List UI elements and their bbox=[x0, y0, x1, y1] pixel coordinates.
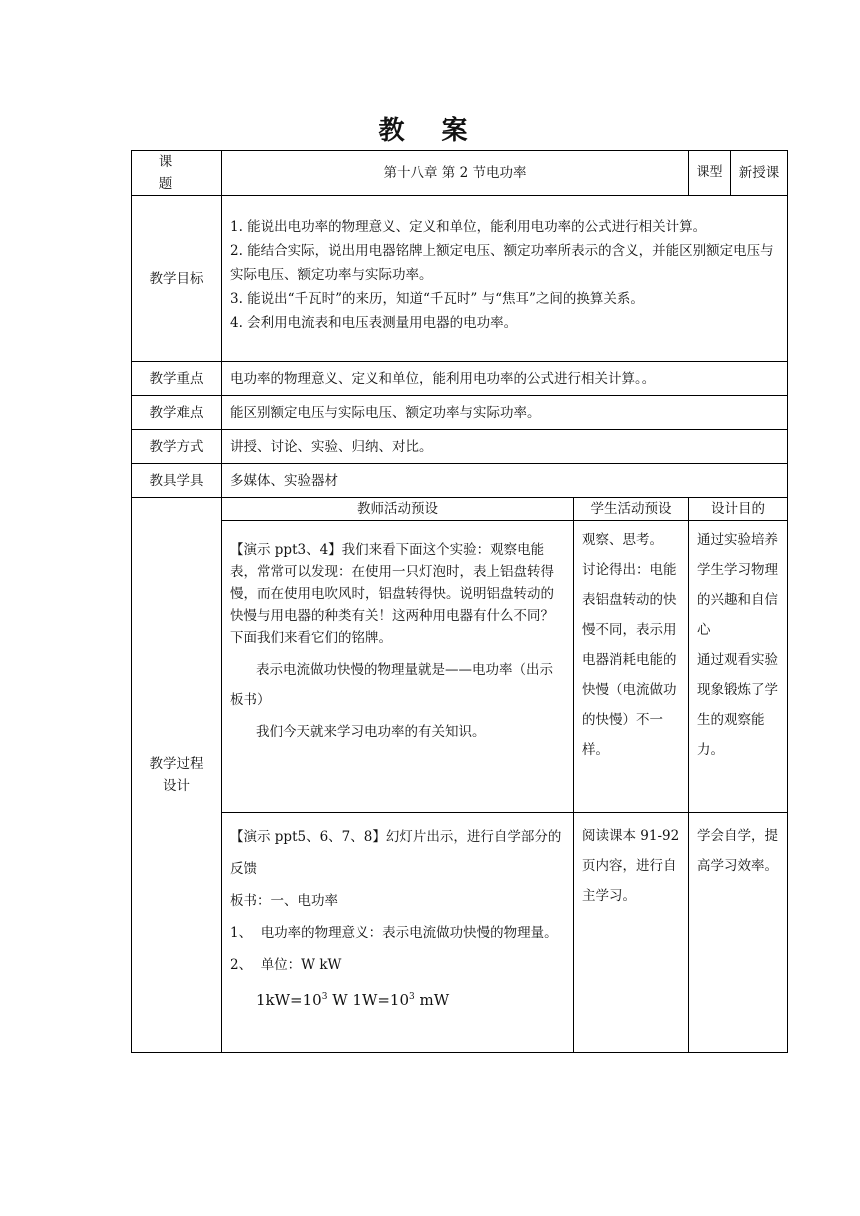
list-item: 2、 单位：W kW bbox=[230, 957, 342, 973]
topic-label: 课 题 bbox=[132, 151, 222, 196]
tools-label: 教具学具 bbox=[132, 464, 222, 498]
tools-value: 多媒体、实验器材 bbox=[222, 464, 788, 498]
teacher-activity-2: 【演示 ppt5、6、7、8】幻灯片出示，进行自学部分的反馈 板书：一、电功率 1、 电功率的物理意义：表示电流做功快慢的物理量。 2、 单位：W kW $1kW=10^3$ W $1W=10^3$ mW bbox=[222, 813, 574, 1053]
design-purpose-2: 学会自学，提高学习效率。 bbox=[689, 813, 788, 1053]
method-value: 讲授、讨论、实验、归纳、对比。 bbox=[222, 430, 788, 464]
difficulty-row bbox=[132, 396, 788, 430]
process-row-1 bbox=[132, 521, 788, 813]
goal-item: 3. 能说出“千瓦时”的来历，知道“千瓦时” 与“焦耳”之间的换算关系。 bbox=[230, 290, 644, 307]
design-purpose-1: 通过实验培养学生学习物理的兴趣和自信心 通过观看实验现象锻炼了学生的观察能力。 bbox=[689, 521, 788, 813]
topic-value: 第十八章 第 2 节电功率 bbox=[222, 151, 689, 196]
topic-row bbox=[132, 151, 788, 196]
teacher-activity-1: 【演示 ppt3、4】我们来看下面这个实验：观察电能表，常常可以发现：在使用一只灯泡时，表上铝盘转得慢，而在使用电吹风时，铝盘转得快。说明铝盘转动的快慢与用电器的种类有关！这两种用电器有什么不同？下面我们来看它们的铭牌。 表示电流做功快慢的物理量就是——电功率（出示板书） 我们今天就来学习电功率的有关知识。 bbox=[222, 521, 574, 813]
goal-item: 2. 能结合实际，说出用电器铭牌上额定电压、额定功率所表示的含义，并能区别额定电压与实际电压、额定功率与实际功率。 bbox=[230, 242, 774, 283]
difficulty-label: 教学难点 bbox=[132, 396, 222, 430]
method-row bbox=[132, 430, 788, 464]
process-header-row bbox=[132, 498, 788, 521]
difficulty-value: 能区别额定电压与实际电压、额定功率与实际功率。 bbox=[222, 396, 788, 430]
focus-label: 教学重点 bbox=[132, 362, 222, 396]
focus-row bbox=[132, 362, 788, 396]
goals-content bbox=[222, 196, 788, 362]
lesson-plan-table bbox=[131, 150, 788, 1053]
unit-formula: $1kW=10^3$ W $1W=10^3$ mW bbox=[256, 991, 450, 1009]
list-item: 1、 电功率的物理意义：表示电流做功快慢的物理量。 bbox=[230, 925, 558, 941]
teacher-header: 教师活动预设 bbox=[222, 498, 574, 521]
process-row-2 bbox=[132, 813, 788, 1053]
method-label: 教学方式 bbox=[132, 430, 222, 464]
student-header: 学生活动预设 bbox=[574, 498, 689, 521]
goals-label: 教学目标 bbox=[132, 196, 222, 362]
goals-row bbox=[132, 196, 788, 362]
goal-item: 1. 能说出电功率的物理意义、定义和单位，能利用电功率的公式进行相关计算。 bbox=[230, 218, 707, 235]
purpose-header: 设计目的 bbox=[689, 498, 788, 521]
tools-row bbox=[132, 464, 788, 498]
goal-item: 4. 会利用电流表和电压表测量用电器的电功率。 bbox=[230, 314, 518, 331]
lesson-type-label: 课型 bbox=[689, 151, 731, 196]
page-title: 教 案 bbox=[378, 116, 482, 146]
focus-value: 电功率的物理意义、定义和单位，能利用电功率的公式进行相关计算。。 bbox=[222, 362, 788, 396]
lesson-type-value: 新授课 bbox=[731, 151, 788, 196]
student-activity-2: 阅读课本 91-92 页内容，进行自主学习。 bbox=[574, 813, 689, 1053]
student-activity-1: 观察、思考。 讨论得出：电能表铝盘转动的快慢不同，表示用电器消耗电能的快慢（电流做功的快慢）不一样。 bbox=[574, 521, 689, 813]
process-label: 教学过程 设计 bbox=[132, 498, 222, 1053]
